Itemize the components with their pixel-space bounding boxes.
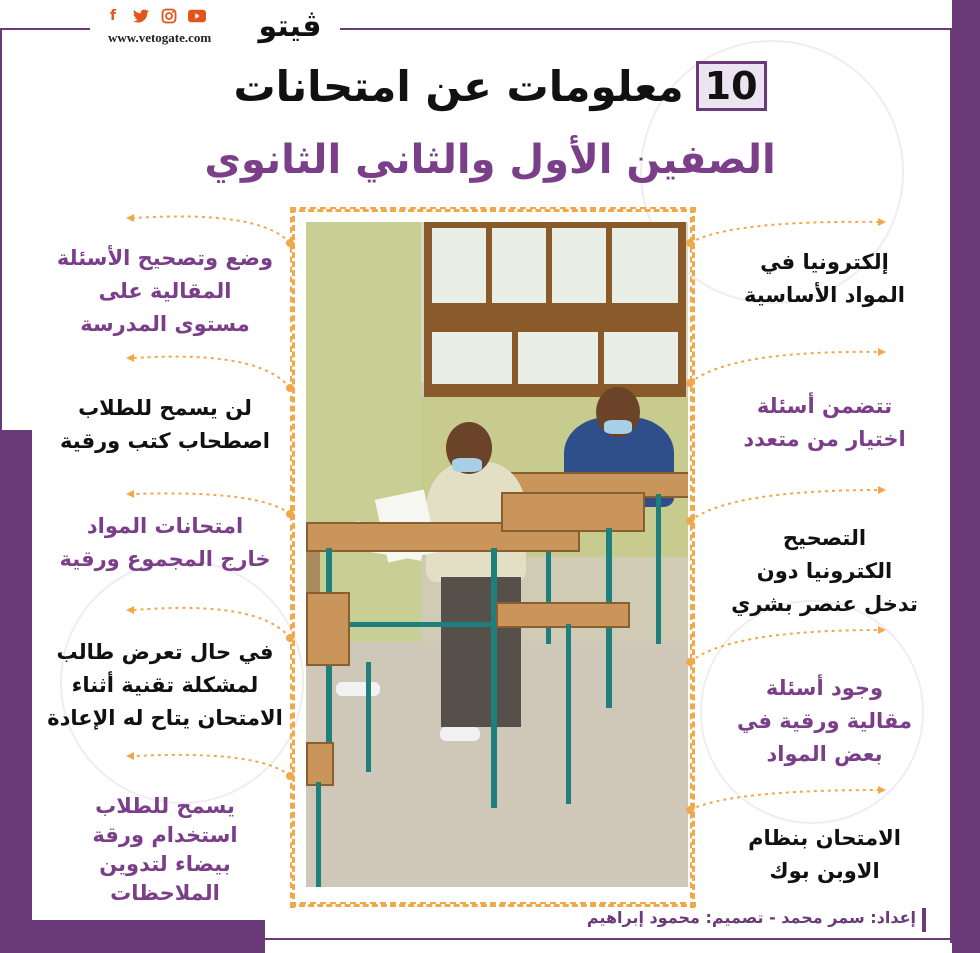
fact-item: تتضمن أسئلة اختيار من متعدد [743, 394, 906, 451]
frame-block [0, 430, 32, 953]
subheadline: الصفين الأول والثاني الثانوي [204, 137, 776, 183]
instagram-icon[interactable] [160, 8, 178, 24]
fact-item: في حال تعرض طالب لمشكلة تقنية أثناء الامتحان يتاح له الإعادة [47, 640, 283, 730]
social-links [104, 8, 206, 24]
classroom-photo [306, 222, 688, 887]
frame-line [0, 28, 90, 30]
fact-item: الامتحان بنظام الاوبن بوك [748, 826, 901, 883]
fact-item: يسمح للطلاب استخدام ورقة بيضاء لتدوين الملاحظات [92, 794, 238, 905]
fact-item: امتحانات المواد خارج المجموع ورقية [59, 514, 271, 571]
frame-line [265, 938, 952, 940]
logo-text: ڤيتو [258, 8, 322, 44]
facebook-icon[interactable]: f [109, 8, 117, 24]
frame-block [0, 920, 265, 953]
credits: إعداد: سمر محمد - تصميم: محمود إبراهيم [586, 908, 916, 927]
fact-item: لن يسمح للطلاب اصطحاب كتب ورقية [60, 396, 270, 453]
frame-line [340, 28, 952, 30]
headline [230, 58, 770, 114]
twitter-icon[interactable] [132, 8, 150, 24]
photo-frame-border [290, 207, 696, 212]
fact-item: التصحيح الكترونيا دون تدخل عنصر بشري [731, 526, 918, 616]
fact-item: وضع وتصحيح الأسئلة المقالية على مستوى المدرسة [56, 246, 274, 336]
site-url[interactable]: www.vetogate.com [108, 30, 212, 45]
number-badge: 10 [696, 61, 767, 111]
fact-item: وجود أسئلة مقالية ورقية في بعض المواد [736, 676, 912, 766]
frame-block [952, 0, 980, 953]
photo-frame-border [290, 902, 696, 907]
youtube-icon[interactable] [188, 8, 206, 24]
headline-text: معلومات عن امتحانات [233, 61, 684, 111]
fact-item: إلكترونيا في المواد الأساسية [744, 250, 905, 307]
brand-logo[interactable] [240, 6, 340, 46]
credits-bar [922, 908, 926, 932]
